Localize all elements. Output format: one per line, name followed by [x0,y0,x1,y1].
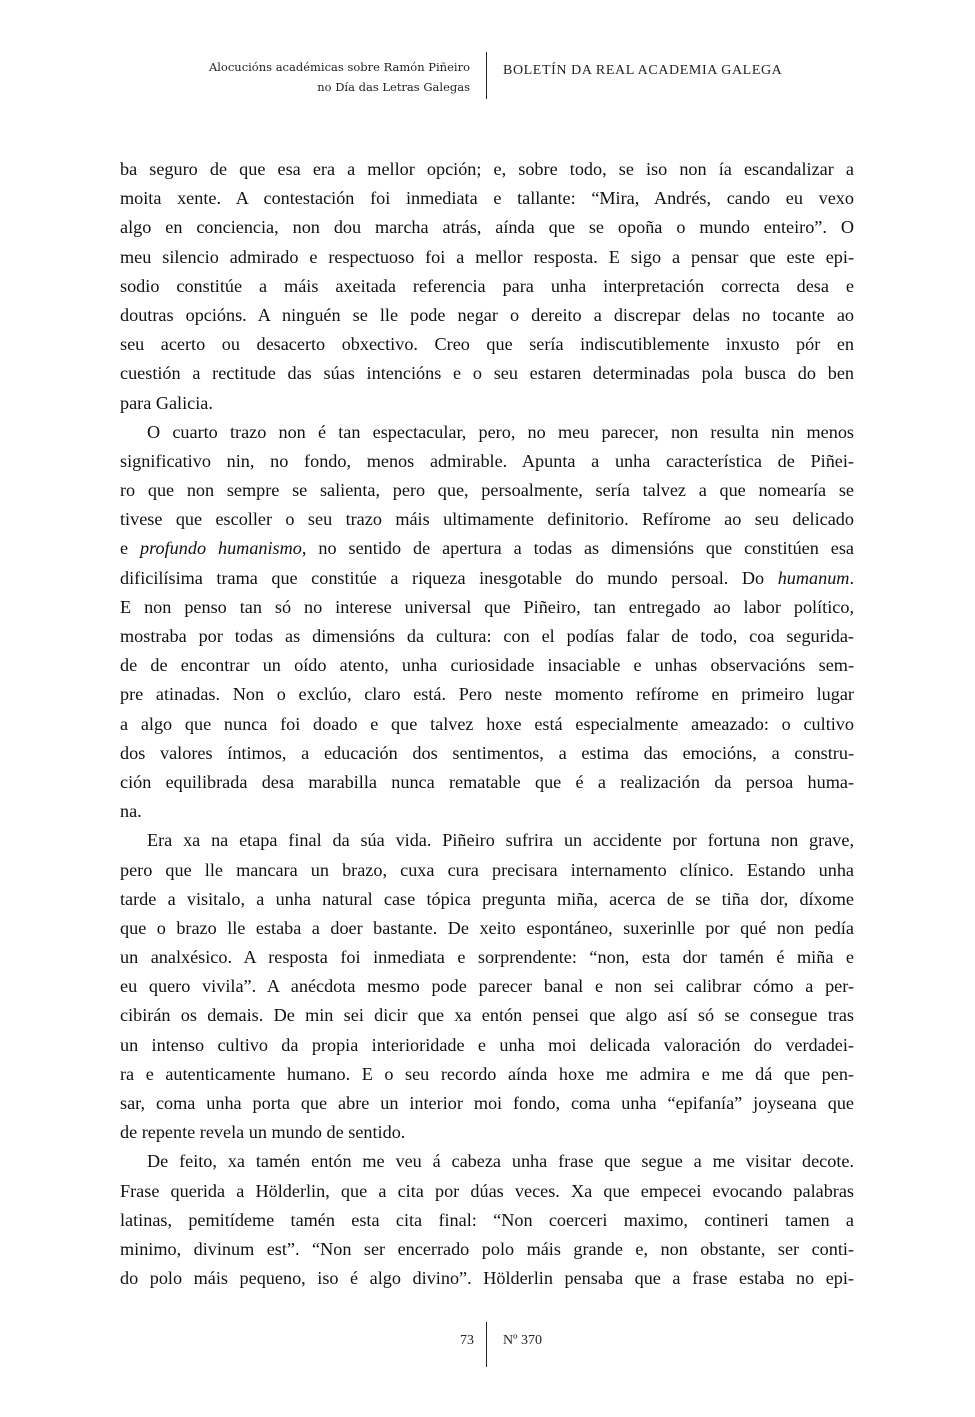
footer-divider [486,1322,487,1367]
text-line: tarde a visitalo, a unha natural case tópica pregunta miña, acerca de se tiña dor, díxome [120,888,854,909]
text-line: meu silencio admirado e respectuoso foi a mellor resposta. E sigo a pensar que este epi- [120,246,854,267]
text-line: doutras opcións. A ninguén se lle pode negar o dereito a discrepar delas no tocante ao [120,304,854,325]
text-line-paragraph-end: para Galicia. [120,392,213,413]
text-line: eu quero vivila”. A anécdota mesmo pode parecer banal e non sei calibrar cómo a per- [120,976,854,997]
running-head-journal-title: BOLETÍN DA REAL ACADEMIA GALEGA [503,63,783,78]
text-line: un intenso cultivo da propia interioridade e unha moi delicada valoración do verdadei- [120,1034,854,1055]
text-line-paragraph-start: Era xa na etapa final da súa vida. Piñeiro sufrira un accidente por fortuna non grave, [147,830,854,851]
text-line: cuestión a rectitude das súas intencións e o seu estaren determinadas pola busca do ben [120,363,854,384]
text-line: tivese que escoller o seu trazo máis ultimamente definitorio. Refírome ao seu delicado [120,509,854,530]
text-line [120,534,854,563]
text-line: ba seguro de que esa era a mellor opción; e, sobre todo, se iso non ía escandalizar a [120,159,854,179]
text-fragment: e [120,538,141,559]
body-text [120,155,854,1293]
text-line-paragraph-start: De feito, xa tamén entón me veu á cabeza unha frase que segue a me visitar decote. [147,1151,854,1172]
text-line: ro que non sempre se salienta, pero que, persoalmente, sería talvez a que nomearía se [120,480,854,501]
text-line: a algo que nunca foi doado e que talvez hoxe está especialmente ameazado: o cultivo [120,713,854,734]
text-line: minimo, divinum est”. “Non ser encerrado polo máis grande e, non obstante, ser conti- [120,1238,854,1259]
text-fragment: , no sentido de apertura a todas as dimensións que constitúen esa [301,538,854,559]
text-line: pre atinadas. Non o exclúo, claro está. Pero neste momento refírome en primeiro lugar [120,684,854,705]
text-line: significativo nin, no fondo, menos admirable. Apunta a unha característica de Piñei- [120,450,854,471]
text-line: Frase querida a Hölderlin, que a cita por dúas veces. Xa que empecei evocando palabras [120,1180,854,1201]
text-line: cibirán os demais. De min sei dicir que xa entón pensei que algo así só se consegue tras [120,1005,854,1026]
text-line: ra e autenticamente humano. E o seu recordo aínda hoxe me admira e me dá que pen- [120,1063,854,1084]
text-line: moita xente. A contestación foi inmediata e tallante: “Mira, Andrés, cando eu vexo [120,188,854,209]
text-line: un analxésico. A resposta foi inmediata e sorprendente: “non, esta dor tamén é miña e [120,947,854,968]
running-head-article-title [150,57,470,97]
text-line: sodio constitúe a máis axeitada referencia para unha interpretación correcta desa e [120,275,854,296]
italic-word: humanum [777,567,850,588]
text-line: pero que lle mancara un brazo, cuxa cura precisara internamento clínico. Estando unha [120,859,854,880]
text-line: que o brazo lle estaba a doer bastante. De xeito espontáneo, suxerinlle por qué non pedía [120,917,854,938]
text-line-paragraph-end: de repente revela un mundo de sentido. [120,1122,406,1143]
text-line: seu acerto ou desacerto obxectivo. Creo que sería indiscutiblemente inxusto pór en [120,334,854,355]
header-divider [486,52,487,99]
page-number: 73 [460,1333,474,1348]
running-head-line-2: no Día das Letras Galegas [317,80,470,94]
text-line-paragraph-start: O cuarto trazo non é tan espectacular, pero, no meu parecer, non resulta nin menos [147,421,854,442]
text-line: ción equilibrada desa marabilla nunca rematable que é a realización da persoa huma- [120,771,854,792]
text-line: sar, coma unha porta que abre un interior moi fondo, coma unha “epifanía” joyseana que [120,1093,854,1113]
text-line: do polo máis pequeno, iso é algo divino”. Hölderlin pensaba que a frase estaba no epi- [120,1268,854,1289]
issue-number: Nº 370 [503,1333,542,1348]
text-line: mostraba por todas as dimensións da cultura: con el podías falar de todo, coa segurida- [120,626,854,646]
text-fragment: . [849,567,854,588]
text-line: dos valores íntimos, a educación dos sentimentos, a estima das emocións, a constru- [120,742,854,763]
text-line [120,564,854,593]
text-fragment: dificilísima trama que constitúe a riqueza inesgotable do mundo persoal. Do [120,567,778,588]
italic-phrase: profundo humanismo [140,538,302,559]
text-line: algo en conciencia, non dou marcha atrás, aínda que se opoña o mundo enteiro”. O [120,217,854,238]
text-line: de de encontrar un oído atento, unha curiosidade insaciable e unhas observacións sem- [120,655,854,676]
running-head-line-1: Alocucións académicas sobre Ramón Piñeiro [208,60,470,74]
text-line: E non penso tan só no interese universal que Piñeiro, tan entregado ao labor político, [120,596,854,617]
text-line: latinas, pemitídeme tamén esta cita final: “Non coerceri maximo, contineri tamen a [120,1209,854,1230]
text-line-paragraph-end: na. [120,801,142,822]
